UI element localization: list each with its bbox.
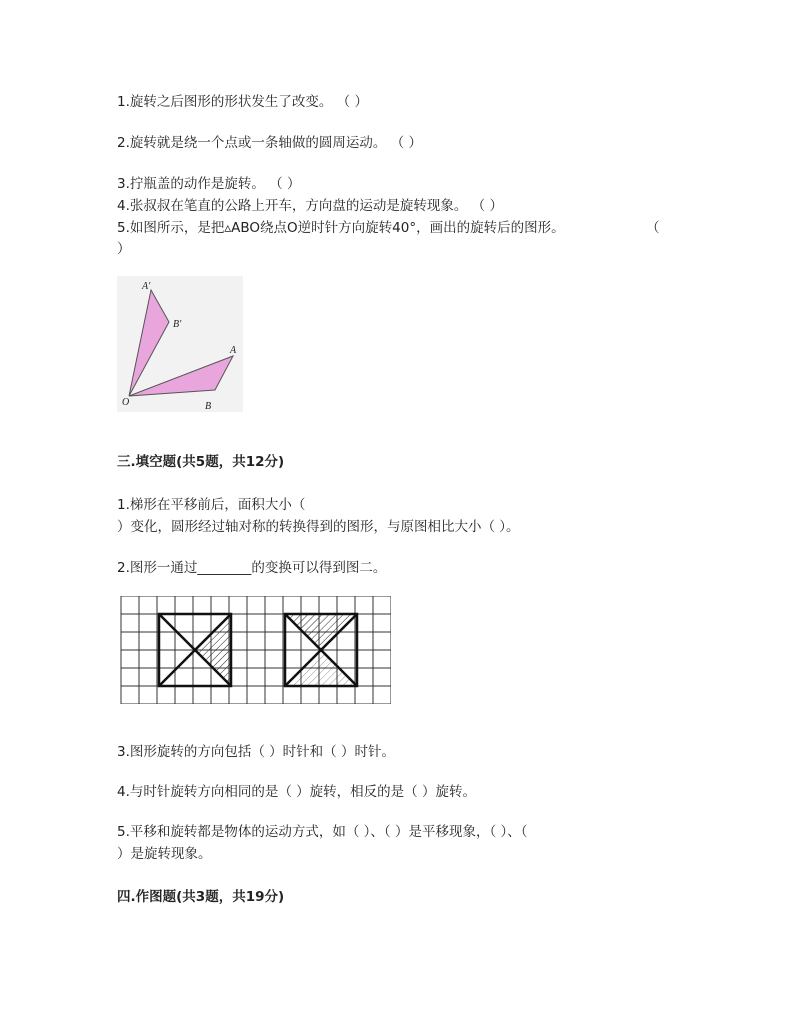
- judge-question-5: 5.如图所示，是把▵ABO绕点O逆时针方向旋转40°，画出的旋转后的图形。: [117, 220, 565, 236]
- fill-question-2: 2.图形一通过________的变换可以得到图二。: [117, 560, 387, 576]
- fill-question-1-line-1: 1.梯形在平移前后，面积大小（: [117, 497, 306, 513]
- figure-one-hatched-triangle: [195, 614, 231, 686]
- grid-lines: [121, 596, 391, 704]
- section-4-heading: 四.作图题(共3题，共19分): [117, 889, 285, 905]
- label-a-prime: A': [142, 281, 151, 292]
- rotation-triangle-figure: [117, 276, 243, 412]
- label-a: A: [230, 345, 237, 356]
- fill-question-1-line-2: ）变化，圆形经过轴对称的转换得到的图形，与原图相比大小（ ）。: [117, 519, 520, 535]
- judge-question-2: 2.旋转就是绕一个点或一条轴做的圆周运动。 （ ）: [117, 135, 422, 151]
- label-b-prime: B': [173, 319, 182, 330]
- fill-question-5-line-2: ）是旋转现象。: [117, 846, 212, 862]
- judge-question-4: 4.张叔叔在笔直的公路上开车，方向盘的运动是旋转现象。 （ ）: [117, 198, 503, 214]
- fill-question-3: 3.图形旋转的方向包括（ ）时针和（ ）时针。: [117, 744, 395, 760]
- label-o: O: [122, 397, 130, 408]
- judge-question-3: 3.拧瓶盖的动作是旋转。 （ ）: [117, 176, 301, 192]
- grid-transformation-figure: [119, 596, 391, 704]
- fill-question-4: 4.与时针旋转方向相同的是（ ）旋转，相反的是（ ）旋转。: [117, 784, 476, 800]
- section-3-heading: 三.填空题(共5题，共12分): [117, 454, 285, 470]
- fill-question-5-line-1: 5.平移和旋转都是物体的运动方式，如（ ）、（ ）是平移现象，（ ）、（: [117, 824, 528, 840]
- judge-question-5-open-paren: （: [646, 220, 660, 236]
- judge-question-5-close-paren: ）: [117, 241, 131, 257]
- label-b: B: [205, 401, 212, 412]
- judge-question-1: 1.旋转之后图形的形状发生了改变。 （ ）: [117, 94, 368, 110]
